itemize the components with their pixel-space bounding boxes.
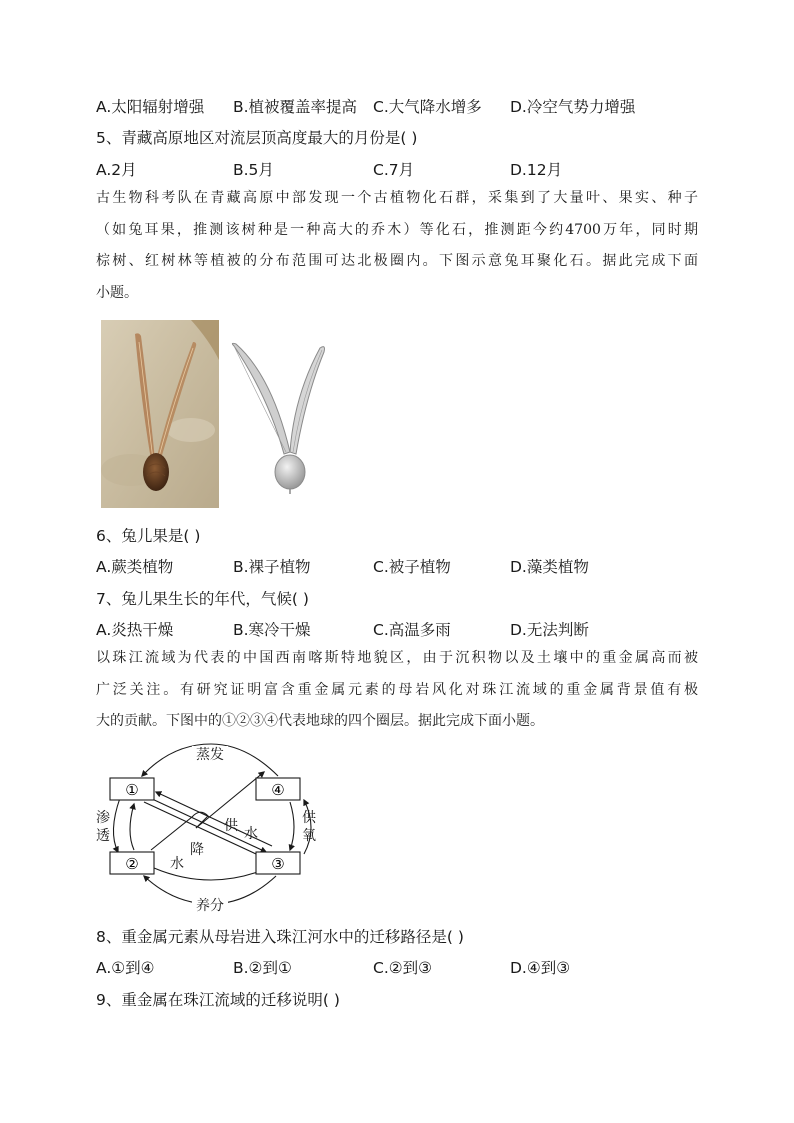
label-supply-water: 水 (244, 826, 258, 842)
q4-option-c[interactable]: C.大气降水增多 (373, 98, 482, 116)
passage-line: 小题。 (96, 284, 138, 301)
q4-options (96, 95, 696, 117)
q9-stem: 9、重金属在珠江流域的迁移说明( ) (96, 991, 340, 1009)
fossil-photo (101, 320, 219, 508)
q6-option-c[interactable]: C.被子植物 (373, 558, 451, 576)
q8-option-c[interactable]: C.②到③ (373, 959, 433, 977)
q8-option-a[interactable]: A.①到④ (96, 959, 155, 977)
passage-line: 广泛关注。有研究证明富含重金属元素的母岩风化对珠江流域的重金属背景值有极 (96, 681, 698, 698)
passage-fossil (96, 183, 698, 309)
q7-options (96, 618, 696, 640)
q7-option-a[interactable]: A.炎热干燥 (96, 621, 174, 639)
label-rain: 降 (190, 842, 204, 858)
q8-option-b[interactable]: B.②到① (233, 959, 292, 977)
box-3 (256, 852, 300, 874)
label-rain-water: 水 (170, 856, 184, 872)
q6-options (96, 555, 696, 577)
q4-option-d[interactable]: D.冷空气势力增强 (510, 98, 636, 116)
box-2 (110, 852, 154, 874)
box-2-label: ② (125, 855, 139, 873)
q4-option-a[interactable]: A.太阳辐射增强 (96, 98, 205, 116)
q5-stem: 5、青藏高原地区对流层顶高度最大的月份是( ) (96, 129, 418, 147)
label-oxygen-2: 氧 (302, 828, 316, 844)
label-supply: 供 (224, 818, 238, 834)
q7-option-d[interactable]: D.无法判断 (510, 621, 589, 639)
q4-option-b[interactable]: B.植被覆盖率提高 (233, 98, 358, 116)
box-4-label: ④ (271, 781, 285, 799)
q6-stem: 6、兔儿果是( ) (96, 527, 201, 545)
q7-option-c[interactable]: C.高温多雨 (373, 621, 451, 639)
label-oxygen-1: 供 (302, 810, 316, 826)
q5-option-a[interactable]: A.2月 (96, 161, 137, 179)
passage-karst (96, 643, 698, 738)
q5-option-d[interactable]: D.12月 (510, 161, 563, 179)
q7-option-b[interactable]: B.寒冷干燥 (233, 621, 311, 639)
sphere-cycle-diagram (96, 742, 326, 922)
passage-line: 棕树、红树林等植被的分布范围可达北极圈内。下图示意兔耳聚化石。据此完成下面 (96, 253, 698, 269)
box-4 (256, 778, 300, 800)
q6-option-a[interactable]: A.蕨类植物 (96, 558, 174, 576)
label-seep-2: 透 (96, 828, 110, 844)
q5-option-c[interactable]: C.7月 (373, 161, 415, 179)
q8-options (96, 956, 696, 978)
q7-stem: 7、兔儿果生长的年代，气候( ) (96, 590, 309, 608)
box-1 (110, 778, 154, 800)
label-seep-1: 渗 (96, 810, 110, 826)
q5-option-b[interactable]: B.5月 (233, 161, 274, 179)
box-3-label: ③ (271, 855, 285, 873)
label-nutrient: 养分 (196, 898, 224, 914)
passage-line: （如兔耳果，推测该树种是一种高大的乔木）等化石，推测距今约4700万年，同时期 (96, 221, 698, 238)
q6-option-b[interactable]: B.裸子植物 (233, 558, 311, 576)
label-evaporation: 蒸发 (196, 747, 224, 763)
box-1-label: ① (125, 781, 139, 799)
q8-stem: 8、重金属元素从母岩进入珠江河水中的迁移路径是( ) (96, 928, 464, 946)
fossil-sketch (228, 336, 328, 496)
q8-option-d[interactable]: D.④到③ (510, 959, 571, 977)
passage-line: 以珠江流域为代表的中国西南喀斯特地貌区，由于沉积物以及土壤中的重金属高而被 (96, 650, 698, 666)
q6-option-d[interactable]: D.藻类植物 (510, 558, 589, 576)
passage-line: 古生物科考队在青藏高原中部发现一个古植物化石群，采集到了大量叶、果实、种子 (96, 190, 698, 206)
passage-line: 大的贡献。下图中的①②③④代表地球的四个圈层。据此完成下面小题。 (96, 713, 544, 729)
q5-options (96, 158, 696, 180)
